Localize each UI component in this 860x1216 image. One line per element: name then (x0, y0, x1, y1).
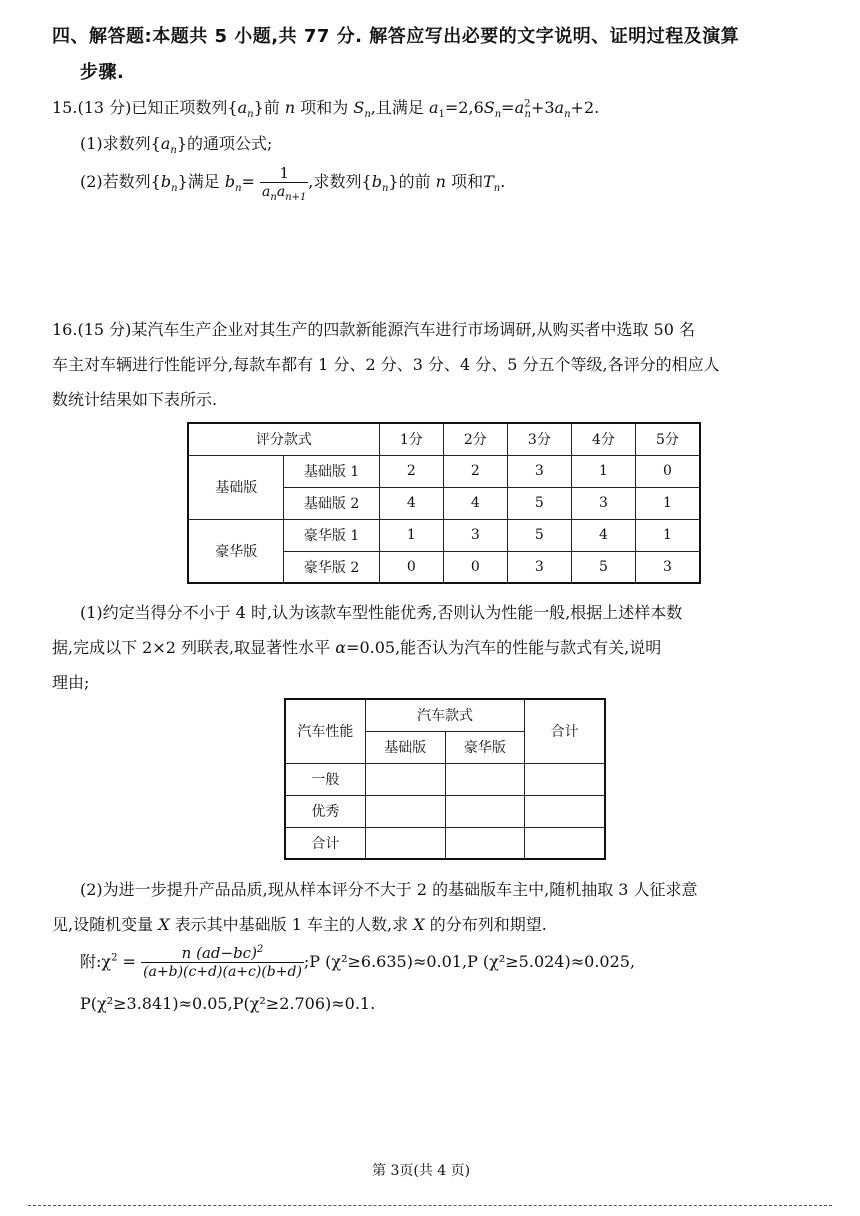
row-label: 基础版 2 (284, 487, 379, 519)
empty-cell[interactable] (365, 827, 445, 859)
table-group-header: 汽车款式 (365, 699, 525, 731)
empty-cell[interactable] (445, 827, 525, 859)
empty-cell[interactable] (525, 763, 605, 795)
table-cell: 3 (507, 455, 571, 487)
contingency-table (284, 698, 606, 860)
q16-part1-line3: 理由; (52, 673, 90, 692)
group-label: 豪华版 (188, 519, 284, 583)
q16-part2-line1: (2)为进一步提升产品品质,现从样本评分不大于 2 的基础版车主中,随机抽取 3 人征求意 (80, 880, 698, 899)
table-header-cell: 2分 (443, 423, 507, 455)
row-label: 豪华版 1 (284, 519, 379, 551)
table-header-cell: 评分款式 (188, 423, 379, 455)
footer-divider (28, 1205, 832, 1206)
table-cell: 5 (507, 519, 571, 551)
row-label: 基础版 1 (284, 455, 379, 487)
row-label: 优秀 (285, 795, 365, 827)
table-header-cell: 豪华版 (445, 731, 525, 763)
row-label: 一般 (285, 763, 365, 795)
q15-fraction: $\frac{1}{a_na_{n+1}}$ (262, 164, 307, 203)
table-cell: 3 (571, 487, 635, 519)
table-cell: 1 (571, 455, 635, 487)
q16-line1: 16.(15 分)某汽车生产企业对其生产的四款新能源汽车进行市场调研,从购买者中选取 50 名 (52, 320, 695, 339)
table-header-cell: 5分 (635, 423, 700, 455)
page-number: 第 3页(共 4 页) (372, 1163, 471, 1179)
table-cell: 1 (635, 487, 700, 519)
q15-part2: (2)若数列$\{b_n\}$满足 $b_n=$ $\frac{1}{a_na_{n+1}}$ ,求数列$\{b_n\}$的前 n 项和$T_n$. (80, 164, 506, 203)
score-table (187, 422, 701, 584)
q15-statement: 15.(13 分)已知正项数列$\{a_n\}$前 n 项和为 $S_n$,且满足 $a_1=2,6S_n=a^2_n+3a_n+2$. (52, 98, 600, 121)
section-title: 四、解答题:本题共 5 小题,共 77 分. 解答应写出必要的文字说明、证明过程及演算 (52, 26, 740, 47)
empty-cell[interactable] (365, 763, 445, 795)
table-cell: 2 (443, 455, 507, 487)
empty-cell[interactable] (525, 795, 605, 827)
table-cell: 0 (443, 551, 507, 583)
table-cell: 5 (507, 487, 571, 519)
table-corner-cell: 汽车性能 (285, 699, 365, 763)
q16-part2-line2: 见,设随机变量 X 表示其中基础版 1 车主的人数,求 X 的分布列和期望. (52, 915, 547, 934)
table-row (285, 795, 605, 827)
table-header-cell: 基础版 (365, 731, 445, 763)
table-row (285, 763, 605, 795)
q16-part1-line1: (1)约定当得分不小于 4 时,认为该款车型性能优秀,否则认为性能一般,根据上述样本数 (80, 603, 683, 622)
table-header-cell: 4分 (571, 423, 635, 455)
empty-cell[interactable] (445, 795, 525, 827)
section-title-continued: 步骤. (80, 62, 125, 83)
table-cell: 4 (443, 487, 507, 519)
table-header-cell: 合计 (525, 699, 605, 763)
q16-part1-line2: 据,完成以下 2×2 列联表,取显著性水平 α=0.05,能否认为汽车的性能与款式有关,说明 (52, 638, 662, 657)
table-cell: 3 (443, 519, 507, 551)
table-cell: 0 (379, 551, 443, 583)
group-label: 基础版 (188, 455, 284, 519)
table-row (188, 519, 700, 551)
table-cell: 1 (379, 519, 443, 551)
q16-line2: 车主对车辆进行性能评分,每款车都有 1 分、2 分、3 分、4 分、5 分五个等级,各评分的相应人 (52, 355, 720, 374)
chi-square-fraction: $\frac{n (ad-bc)^2}{(a+b)(c+d)(a+c)(b+d)}$ (143, 944, 302, 980)
table-cell: 4 (379, 487, 443, 519)
empty-cell[interactable] (445, 763, 525, 795)
empty-cell[interactable] (365, 795, 445, 827)
table-cell: 3 (507, 551, 571, 583)
appendix-line2: P(χ²≥3.841)≈0.05,P(χ²≥2.706)≈0.1. (80, 994, 376, 1013)
table-row (188, 455, 700, 487)
table-cell: 4 (571, 519, 635, 551)
table-cell: 1 (635, 519, 700, 551)
table-cell: 0 (635, 455, 700, 487)
appendix-formula: 附$:\chi^2$ = $\frac{n (ad-bc)^2}{(a+b)(c+d)(a+c)(b+d)}$ ;P (χ²≥6.635)≈0.01,P (χ²≥5.024)≈0.025, (80, 944, 636, 980)
q15-part1: (1)求数列$\{a_n\}$的通项公式; (80, 134, 273, 157)
row-label: 豪华版 2 (284, 551, 379, 583)
q16-line3: 数统计结果如下表所示. (52, 390, 218, 409)
row-label: 合计 (285, 827, 365, 859)
table-row (285, 827, 605, 859)
table-cell: 5 (571, 551, 635, 583)
table-header-cell: 1分 (379, 423, 443, 455)
table-header-cell: 3分 (507, 423, 571, 455)
table-cell: 2 (379, 455, 443, 487)
empty-cell[interactable] (525, 827, 605, 859)
table-cell: 3 (635, 551, 700, 583)
